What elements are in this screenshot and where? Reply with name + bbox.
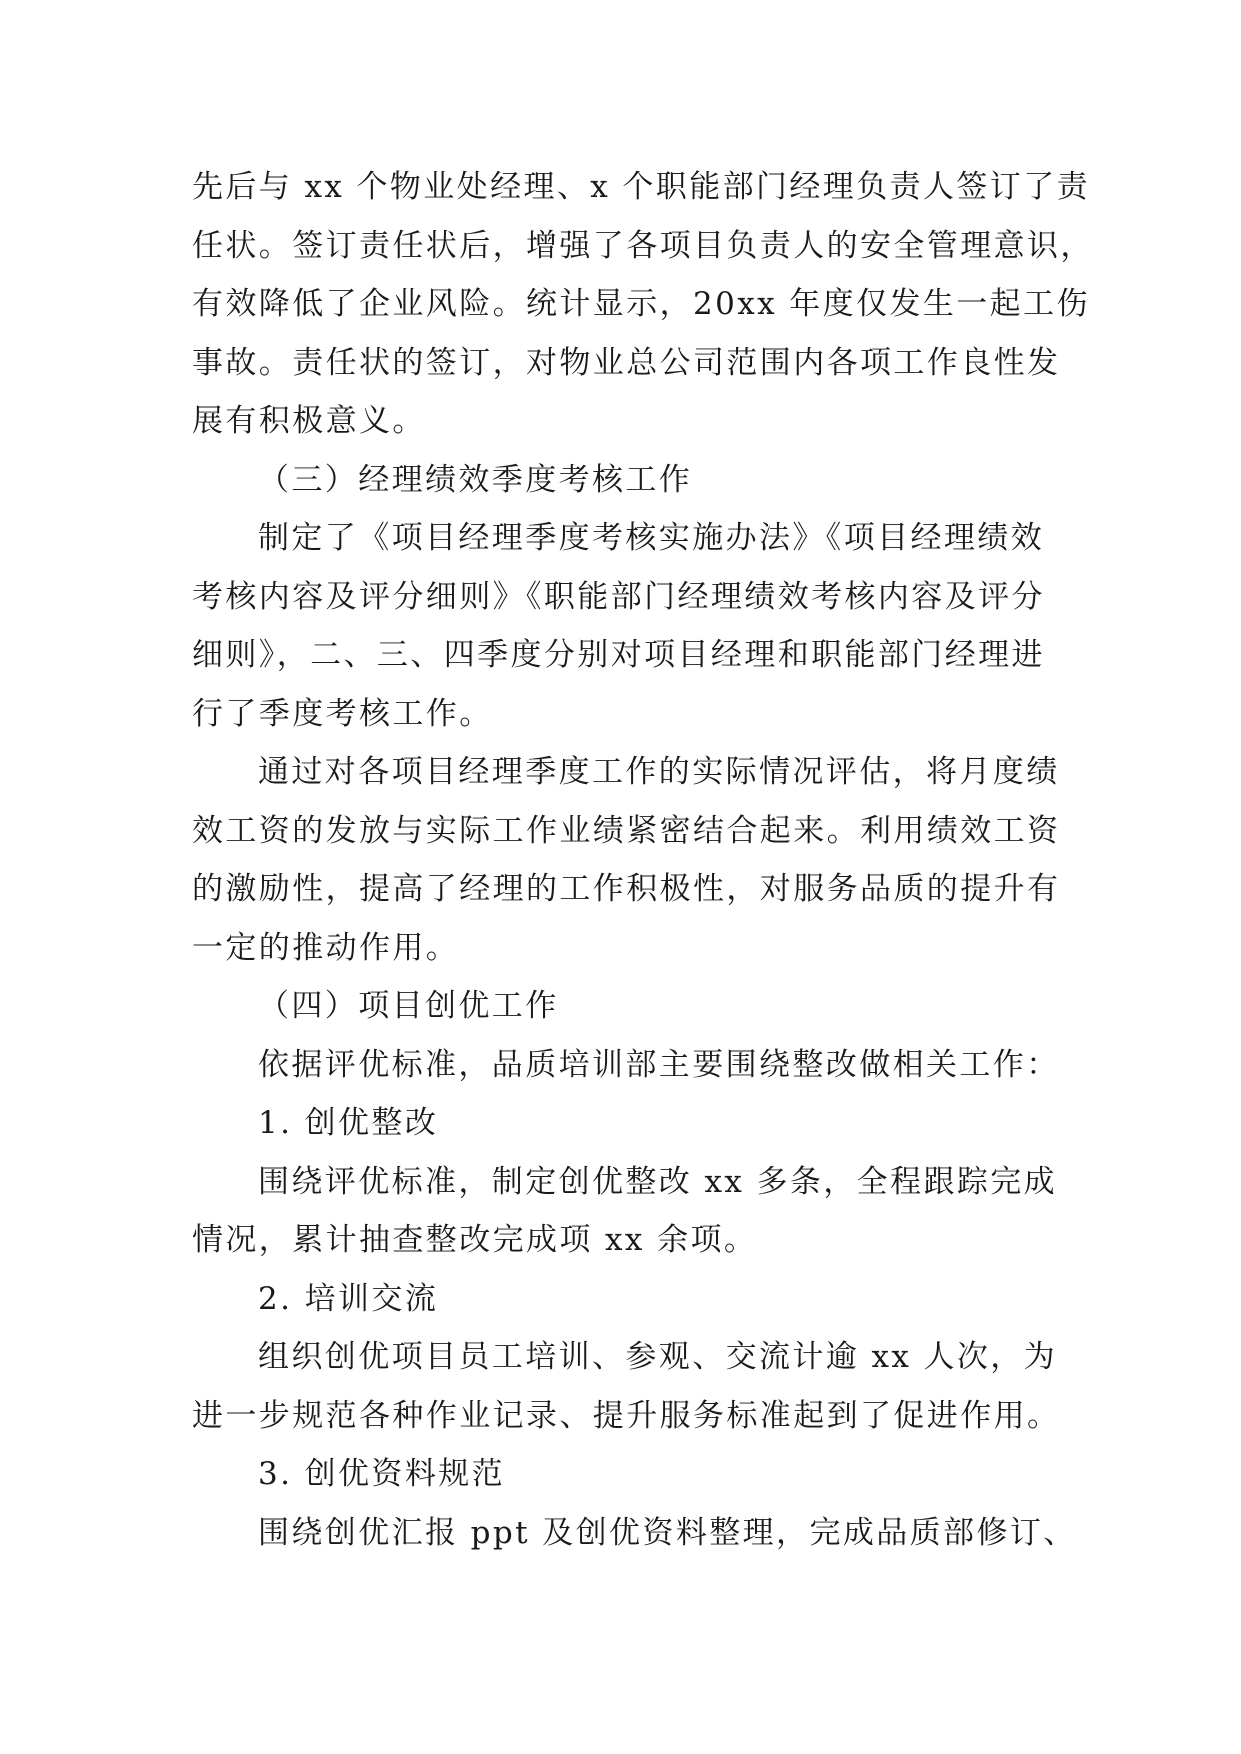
paragraph-line: 围绕评优标准，制定创优整改 xx 多条，全程跟踪完成 — [258, 1163, 1058, 1200]
paragraph-line: 展有积极意义。 — [192, 403, 426, 439]
paragraph-line: 的激励性，提高了经理的工作积极性，对服务品质的提升有 — [192, 871, 1061, 907]
paragraph-line: 组织创优项目员工培训、参观、交流计逾 xx 人次，为 — [258, 1339, 1058, 1375]
paragraph-line: 有效降低了企业风险。统计显示，20xx 年度仅发生一起工伤 — [192, 286, 1090, 322]
section-heading: （三）经理绩效季度考核工作 — [258, 461, 693, 498]
document-body — [192, 158, 1094, 1562]
paragraph-line: 围绕创优汇报 ppt 及创优资料整理，完成品质部修订、 — [258, 1514, 1077, 1551]
paragraph-line: 效工资的发放与实际工作业绩紧密结合起来。利用绩效工资 — [192, 812, 1061, 849]
subsection-heading: 2. 培训交流 — [258, 1280, 439, 1317]
paragraph-line: 制定了《项目经理季度考核实施办法》《项目经理绩效 — [258, 520, 1045, 556]
paragraph-line: 行了季度考核工作。 — [192, 695, 493, 732]
paragraph-line: 通过对各项目经理季度工作的实际情况评估，将月度绩 — [258, 754, 1060, 790]
paragraph-line: 情况，累计抽查整改完成项 xx 余项。 — [192, 1222, 758, 1258]
paragraph-line: 先后与 xx 个物业处经理、x 个职能部门经理负责人签订了责 — [192, 169, 1091, 205]
paragraph-line: 事故。责任状的签订，对物业总公司范围内各项工作良性发 — [192, 344, 1061, 381]
paragraph-line: 依据评优标准，品质培训部主要围绕整改做相关工作： — [258, 1046, 1060, 1083]
paragraph-line: 进一步规范各种作业记录、提升服务标准起到了促进作用。 — [192, 1397, 1061, 1434]
paragraph-line: 考核内容及评分细则》《职能部门经理绩效考核内容及评分 — [192, 578, 1045, 615]
subsection-heading: 1. 创优整改 — [258, 1105, 439, 1141]
paragraph-line: 一定的推动作用。 — [192, 929, 460, 966]
section-heading: （四）项目创优工作 — [258, 988, 559, 1024]
paragraph-line: 细则》，二、三、四季度分别对项目经理和职能部门经理进 — [192, 637, 1045, 673]
paragraph-line: 任状。签订责任状后，增强了各项目负责人的安全管理意识， — [192, 227, 1094, 264]
subsection-heading: 3. 创优资料规范 — [258, 1456, 506, 1492]
